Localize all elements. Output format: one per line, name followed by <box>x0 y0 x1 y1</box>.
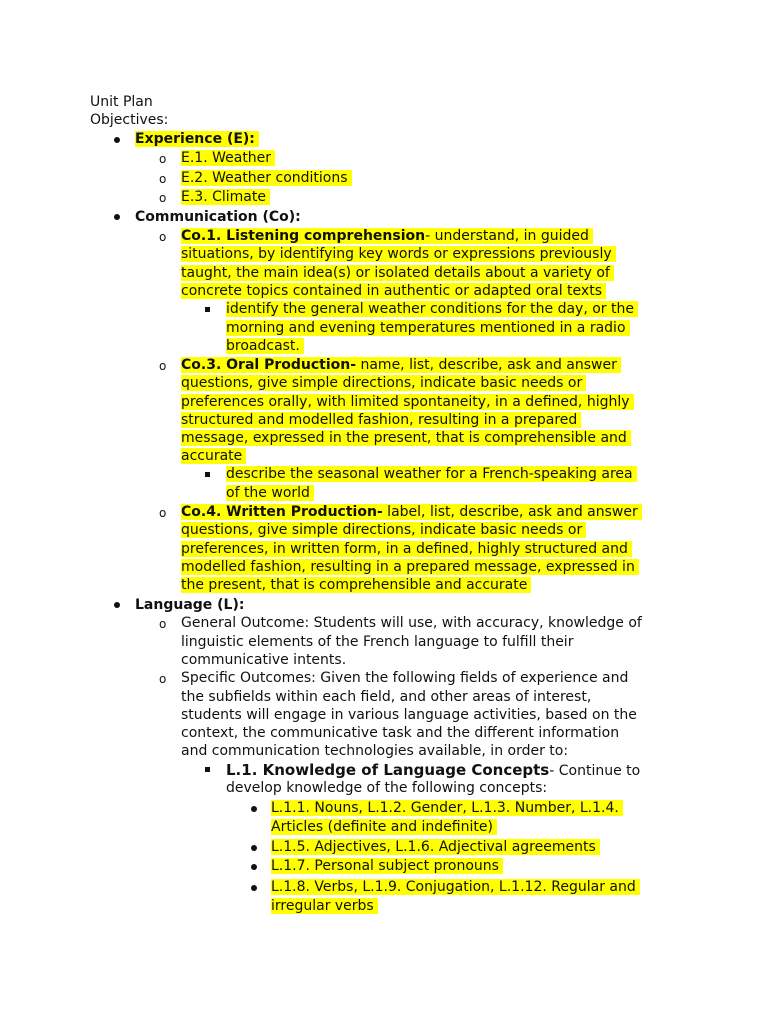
experience-item: E.2. Weather conditions <box>181 170 352 186</box>
co1-sub: identify the general weather conditions for the day, or the <box>226 301 638 317</box>
specific-outcome-text: context, the communicative task and the different information <box>181 725 620 741</box>
bullet-circle: o <box>159 672 167 686</box>
general-outcome-text: communicative intents. <box>181 652 347 668</box>
co1-sub: broadcast. <box>226 338 304 354</box>
experience-heading: Experience (E): <box>135 131 259 147</box>
bullet-circle: o <box>159 191 167 205</box>
co3-text: accurate <box>181 448 246 464</box>
communication-heading: Communication (Co): <box>135 209 301 225</box>
bullet-disc <box>251 806 257 812</box>
co3-text: preferences orally, with limited spontaneity, in a defined, highly <box>181 394 634 410</box>
co4-text: preferences, in written form, in a defined, highly structured and <box>181 541 632 557</box>
co3-text: questions, give simple directions, indicate basic needs or <box>181 375 586 391</box>
co4-title: Co.4. Written Production- <box>181 504 383 520</box>
bullet-square <box>205 767 210 772</box>
specific-outcome-text: students will engage in various language activities, based on the <box>181 707 637 723</box>
co3-text: structured and modelled fashion, resulting in a prepared <box>181 412 581 428</box>
l1-item: L.1.7. Personal subject pronouns <box>271 858 503 874</box>
l1-text: - Continue to <box>549 763 641 779</box>
bullet-disc <box>114 214 120 220</box>
specific-outcome-text: and communication technologies available, in order to: <box>181 743 569 759</box>
l1-title: L.1. Knowledge of Language Concepts <box>226 761 550 779</box>
experience-item: E.3. Climate <box>181 189 270 205</box>
co4-text: questions, give simple directions, indicate basic needs or <box>181 522 586 538</box>
co1-text: taught, the main idea(s) or isolated details about a variety of <box>181 265 614 281</box>
l1-item: L.1.1. Nouns, L.1.2. Gender, L.1.3. Number, L.1.4. <box>271 800 623 816</box>
l1-item: L.1.8. Verbs, L.1.9. Conjugation, L.1.12. Regular and <box>271 879 640 895</box>
doc-title: Unit Plan <box>90 94 153 110</box>
specific-outcome-text: Specific Outcomes: Given the following fields of experience and <box>181 670 629 686</box>
bullet-square <box>205 307 210 312</box>
general-outcome-text: General Outcome: Students will use, with accuracy, knowledge of <box>181 615 642 631</box>
language-heading: Language (L): <box>135 597 245 613</box>
objectives-label: Objectives: <box>90 112 169 128</box>
bullet-disc <box>251 864 257 870</box>
general-outcome-text: linguistic elements of the French language to fulfill their <box>181 634 574 650</box>
co4-text: the present, that is comprehensible and accurate <box>181 577 531 593</box>
co4-text: modelled fashion, resulting in a prepared message, expressed in <box>181 559 639 575</box>
l1-item: L.1.5. Adjectives, L.1.6. Adjectival agreements <box>271 839 600 855</box>
co1-text: situations, by identifying key words or expressions previously <box>181 246 616 262</box>
bullet-disc <box>114 602 120 608</box>
co1-sub: morning and evening temperatures mentioned in a radio <box>226 320 630 336</box>
co3-sub: of the world <box>226 485 314 501</box>
co3-sub: describe the seasonal weather for a French-speaking area <box>226 466 637 482</box>
experience-item: E.1. Weather <box>181 150 275 166</box>
co3-text: name, list, describe, ask and answer <box>356 357 617 373</box>
bullet-circle: o <box>159 506 167 520</box>
co3-text: message, expressed in the present, that is comprehensible and <box>181 430 631 446</box>
bullet-circle: o <box>159 172 167 186</box>
bullet-circle: o <box>159 230 167 244</box>
bullet-disc <box>251 885 257 891</box>
bullet-circle: o <box>159 359 167 373</box>
bullet-circle: o <box>159 617 167 631</box>
bullet-disc <box>251 845 257 851</box>
bullet-circle: o <box>159 152 167 166</box>
l1-item: Articles (definite and indefinite) <box>271 819 497 835</box>
l1-text: develop knowledge of the following concepts: <box>226 780 548 796</box>
specific-outcome-text: the subfields within each field, and other areas of interest, <box>181 689 592 705</box>
co3-title: Co.3. Oral Production- <box>181 357 357 373</box>
co1-title: Co.1. Listening comprehension <box>181 228 426 244</box>
co4-text: label, list, describe, ask and answer <box>382 504 638 520</box>
bullet-square <box>205 472 210 477</box>
l1-item: irregular verbs <box>271 898 378 914</box>
co1-text: - understand, in guided <box>425 228 589 244</box>
bullet-disc <box>114 137 120 143</box>
co1-text: concrete topics contained in authentic or adapted oral texts <box>181 283 606 299</box>
